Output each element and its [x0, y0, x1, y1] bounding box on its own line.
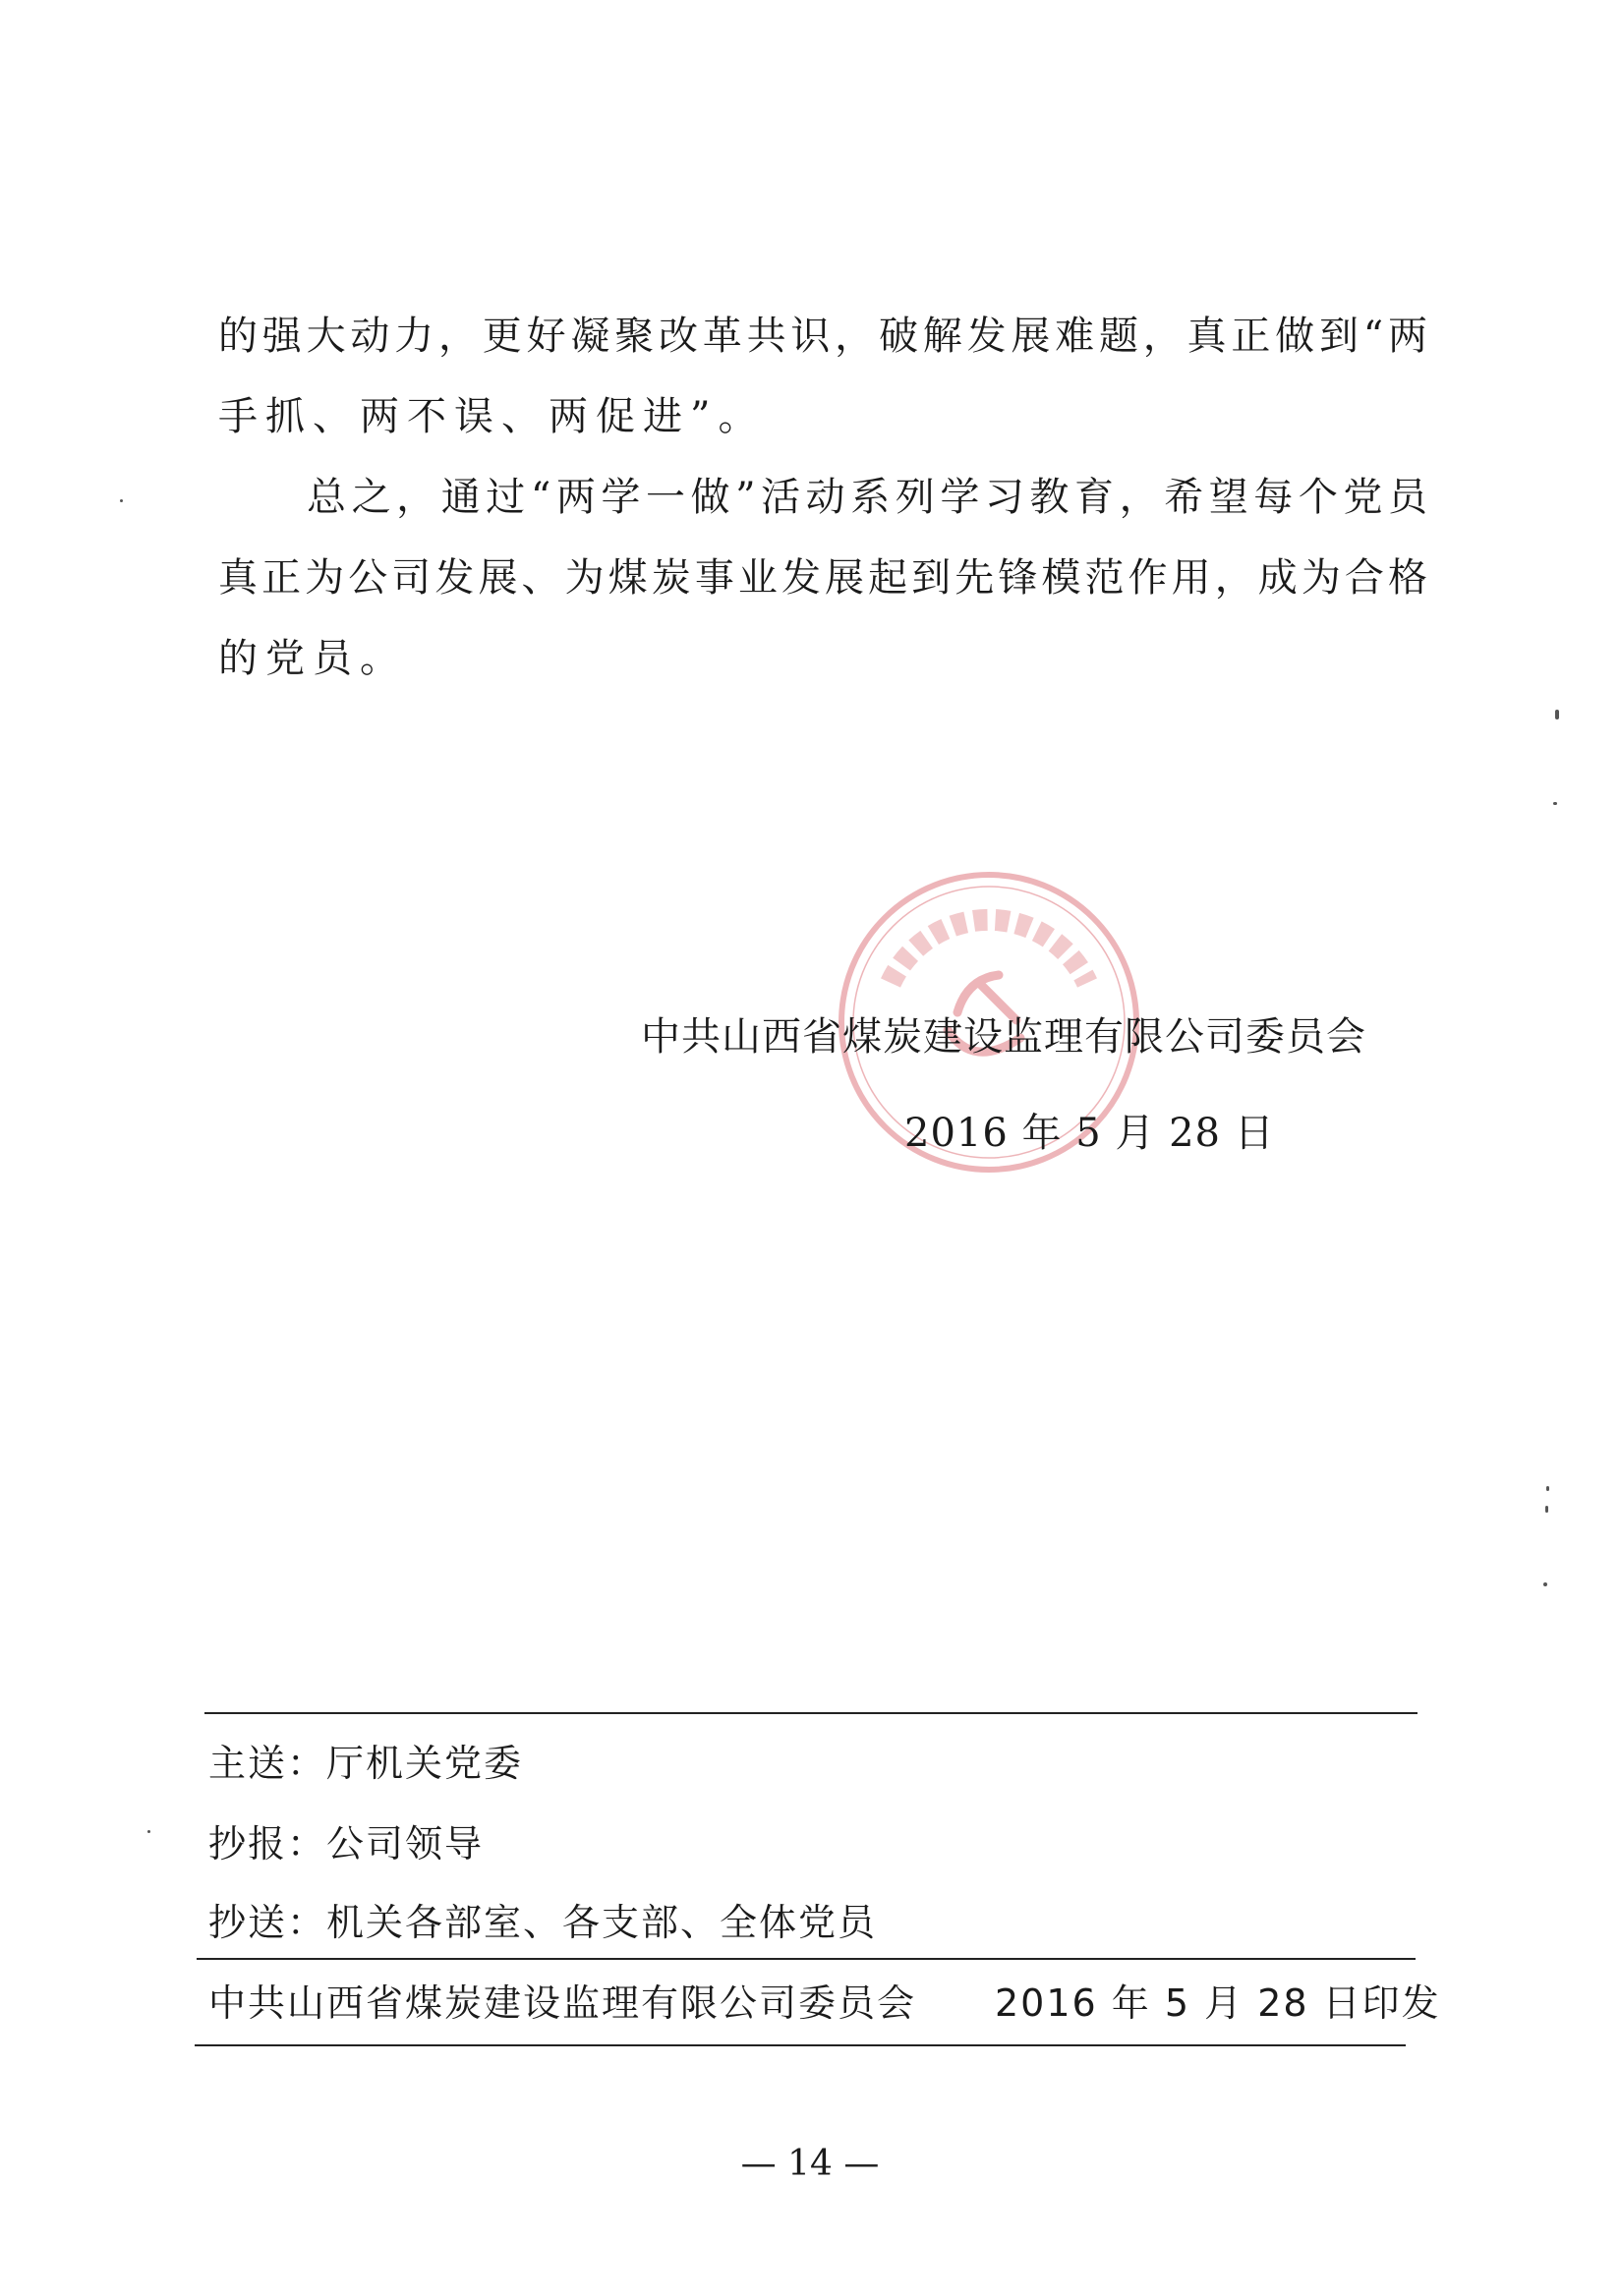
scan-speck	[147, 1830, 150, 1833]
paragraph-2-line-3: 的党员。	[218, 636, 407, 681]
scan-speck	[1553, 802, 1557, 805]
scan-speck	[120, 499, 123, 502]
report-copy-line: 抄报：公司领导	[208, 1822, 485, 1866]
issue-date-line: 2016 年 5 月 28 日印发	[995, 1981, 1441, 2025]
main-send-line: 主送：厅机关党委	[208, 1742, 524, 1785]
paragraph-2-line-1: 总之，通过“两学一做”活动系列学习教育，希望每个党员	[307, 475, 1427, 520]
paragraph-1-line-1: 的强大动力，更好凝聚改革共识，破解发展难题，真正做到“两	[218, 314, 1427, 359]
page-number: — 14 —	[740, 2144, 880, 2184]
issuer-line: 中共山西省煤炭建设监理有限公司委员会	[208, 1981, 917, 2025]
signature-organization: 中共山西省煤炭建设监理有限公司委员会	[641, 1014, 1366, 1060]
paragraph-2-line-2: 真正为公司发展、为煤炭事业发展起到先锋模范作用，成为合格	[218, 555, 1427, 601]
scan-speck	[1546, 1486, 1549, 1491]
distribution-bottom-rule	[195, 2044, 1406, 2046]
distribution-middle-rule	[197, 1958, 1416, 1960]
distribution-top-rule	[204, 1712, 1418, 1714]
scan-speck	[1543, 1582, 1547, 1586]
copy-send-line: 抄送：机关各部室、各支部、全体党员	[208, 1901, 878, 1944]
signature-date: 2016 年 5 月 28 日	[904, 1111, 1275, 1156]
paragraph-1-line-2: 手抓、两不误、两促进”。	[218, 394, 766, 439]
scan-speck	[1545, 1506, 1548, 1513]
scan-speck	[1555, 710, 1559, 719]
